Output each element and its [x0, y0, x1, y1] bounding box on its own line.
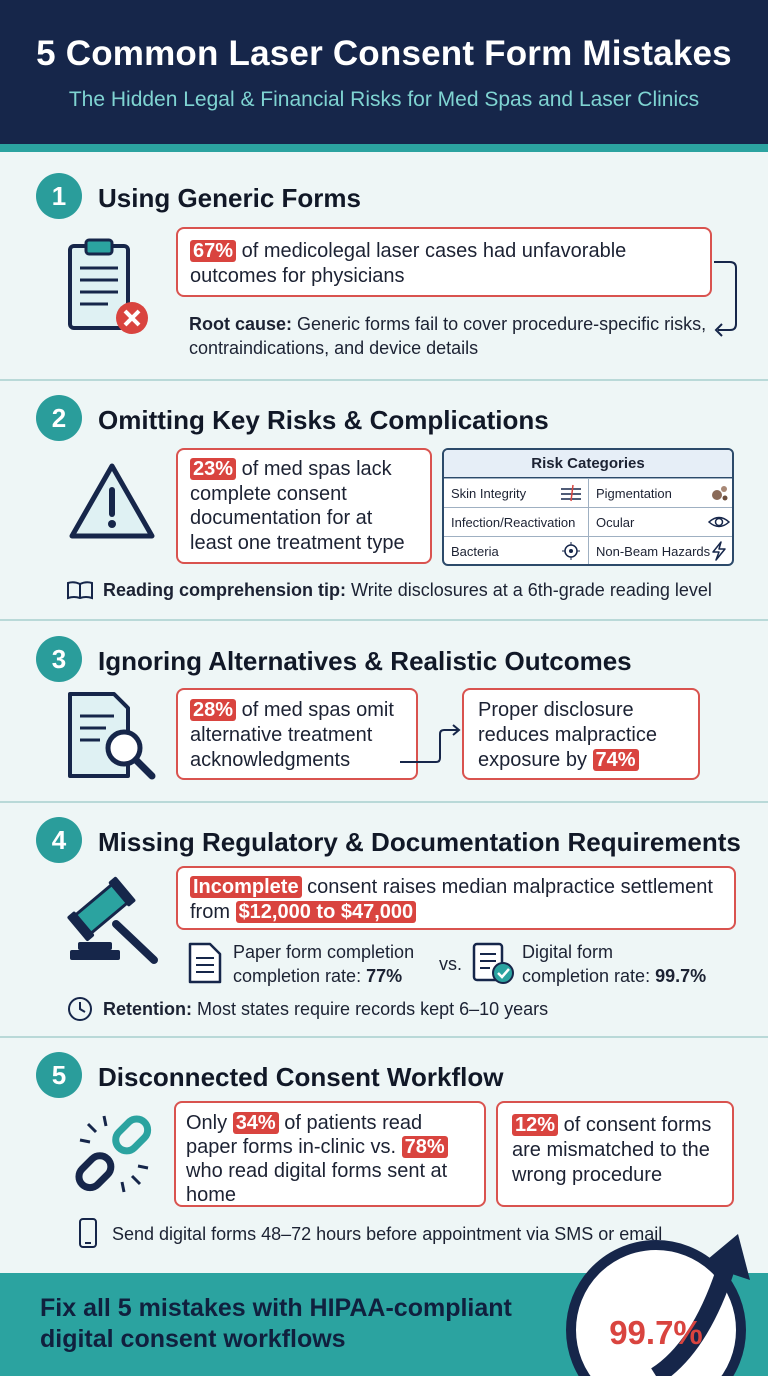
vs-label: vs. — [439, 954, 463, 974]
risk-table-title: Risk Categories — [444, 450, 732, 478]
header — [0, 0, 768, 144]
section-5-stat-highlight2: 78% — [402, 1136, 448, 1158]
section-5-stat-pre: Only — [186, 1112, 233, 1134]
paper-form-line1: Paper form completion — [233, 942, 415, 962]
section-5-title: Disconnected Consent Workflow — [98, 1062, 504, 1092]
risk-label: Pigmentation — [596, 486, 672, 501]
section-4-title: Missing Regulatory & Documentation Requirements — [98, 827, 741, 857]
section-5-tip: Send digital forms 48–72 hours before appointment via SMS or email — [112, 1224, 663, 1244]
paper-form-icon — [188, 942, 222, 984]
retention-text: Most states require records kept 6–10 years — [192, 999, 549, 1019]
footer-stat-value: 99.7% — [609, 1314, 703, 1351]
risk-label: Infection/Reactivation — [451, 515, 576, 530]
smartphone-icon — [78, 1217, 98, 1249]
risk-cell — [444, 478, 589, 507]
pigment-dots-icon — [708, 483, 730, 503]
section-2-stat-text: of med spas lack complete consent documentation for at least one treatment type — [190, 458, 405, 554]
clipboard-x-icon — [64, 236, 156, 336]
section-3-stat2-highlight: 74% — [593, 749, 639, 771]
section-5-stat-post: who read digital forms sent at home — [186, 1160, 448, 1206]
section-divider — [0, 619, 768, 621]
document-magnifier-icon — [66, 690, 162, 782]
section-5-number: 5 — [36, 1052, 82, 1098]
paper-form-line2: completion rate: — [233, 966, 367, 986]
warning-triangle-icon — [66, 460, 158, 544]
bacteria-icon — [560, 541, 582, 561]
section-4-stat-highlight: Incomplete — [190, 876, 302, 898]
section-5-stat2-highlight: 12% — [512, 1114, 558, 1136]
growth-arrow-icon — [640, 1228, 768, 1376]
section-3-stat-box — [176, 688, 418, 780]
section-3-title: Ignoring Alternatives & Realistic Outcomes — [98, 646, 632, 676]
retention-label: Retention: — [103, 999, 192, 1019]
risk-label: Skin Integrity — [451, 486, 527, 501]
risk-label: Bacteria — [451, 544, 499, 559]
gavel-icon — [64, 876, 164, 968]
section-2-number: 2 — [36, 395, 82, 441]
section-2-tip — [103, 578, 743, 602]
section-divider — [0, 1036, 768, 1038]
connector-arrow-icon — [398, 724, 464, 768]
footer-cta-text: Fix all 5 mistakes with HIPAA-compliant digital consent workflows — [40, 1294, 512, 1353]
section-4-retention — [103, 997, 703, 1021]
digital-form-stat — [522, 940, 742, 988]
digital-form-check-icon — [472, 940, 516, 986]
section-3-stat2-box — [462, 688, 700, 780]
skin-layers-icon — [560, 483, 582, 503]
section-divider — [0, 801, 768, 803]
section-3-number: 3 — [36, 636, 82, 682]
risk-cell — [589, 478, 734, 507]
arrow-curve-icon — [710, 258, 740, 338]
section-4-stat-text: consent raises median malpractice settlement from — [190, 876, 713, 923]
header-accent-strip — [0, 144, 768, 152]
section-3-stat-text: of med spas omit alternative treatment acknowledgments — [190, 699, 394, 771]
section-4-stat-box — [176, 866, 736, 930]
eye-icon — [708, 512, 730, 532]
section-3-stat2-text: Proper disclosure reduces malpractice exposure by — [478, 699, 657, 771]
risk-cell — [589, 507, 734, 536]
paper-form-value: 77% — [366, 966, 403, 986]
section-5-stat-box — [174, 1101, 486, 1207]
section-1-root-cause — [189, 312, 709, 360]
digital-form-value: 99.7% — [655, 966, 707, 986]
risk-cell — [444, 507, 589, 536]
section-4-stat-highlight2: $12,000 to $47,000 — [236, 901, 417, 923]
section-5-stat2-box — [496, 1101, 734, 1207]
section-5-stat-highlight: 34% — [233, 1112, 279, 1134]
digital-form-line1: Digital form — [522, 942, 614, 962]
section-1-title: Using Generic Forms — [98, 183, 361, 213]
section-2-title: Omitting Key Risks & Complications — [98, 405, 549, 435]
root-cause-text: Generic forms fail to cover procedure-specific risks, contraindications, and device details — [189, 314, 707, 358]
section-divider — [0, 379, 768, 381]
risk-label: Non-Beam Hazards — [596, 544, 711, 559]
page-subtitle: The Hidden Legal & Financial Risks for Med Spas and Laser Clinics — [68, 88, 700, 111]
section-2-stat-highlight: 23% — [190, 458, 236, 480]
root-cause-label: Root cause: — [189, 314, 293, 334]
digital-form-line2: completion rate: — [522, 966, 656, 986]
book-icon — [66, 580, 94, 600]
section-1-stat-text: of medicolegal laser cases had unfavorable outcomes for physicians — [190, 240, 627, 287]
paper-form-stat — [233, 940, 453, 988]
broken-chain-icon — [66, 1112, 162, 1196]
section-2-stat-box — [176, 448, 432, 564]
lightning-icon — [708, 541, 730, 561]
section-3-stat-highlight: 28% — [190, 699, 236, 721]
risk-label: Ocular — [596, 515, 635, 530]
clock-icon — [67, 996, 93, 1022]
page-title: 5 Common Laser Consent Form Mistakes — [36, 34, 732, 73]
section-1-number: 1 — [36, 173, 82, 219]
risk-categories-table — [442, 448, 734, 566]
tip-text: Write disclosures at a 6th-grade reading level — [346, 580, 712, 600]
tip-label: Reading comprehension tip: — [103, 580, 347, 600]
section-5-stat-mid: of patients read paper forms in-clinic vs. — [186, 1112, 423, 1158]
risk-cell — [444, 536, 589, 565]
section-5-stat2-text: of consent forms are mismatched to the wrong procedure — [512, 1114, 712, 1186]
section-1-stat-box — [176, 227, 712, 297]
section-1-stat-highlight: 67% — [190, 240, 236, 262]
section-4-number: 4 — [36, 817, 82, 863]
risk-cell — [589, 536, 734, 565]
